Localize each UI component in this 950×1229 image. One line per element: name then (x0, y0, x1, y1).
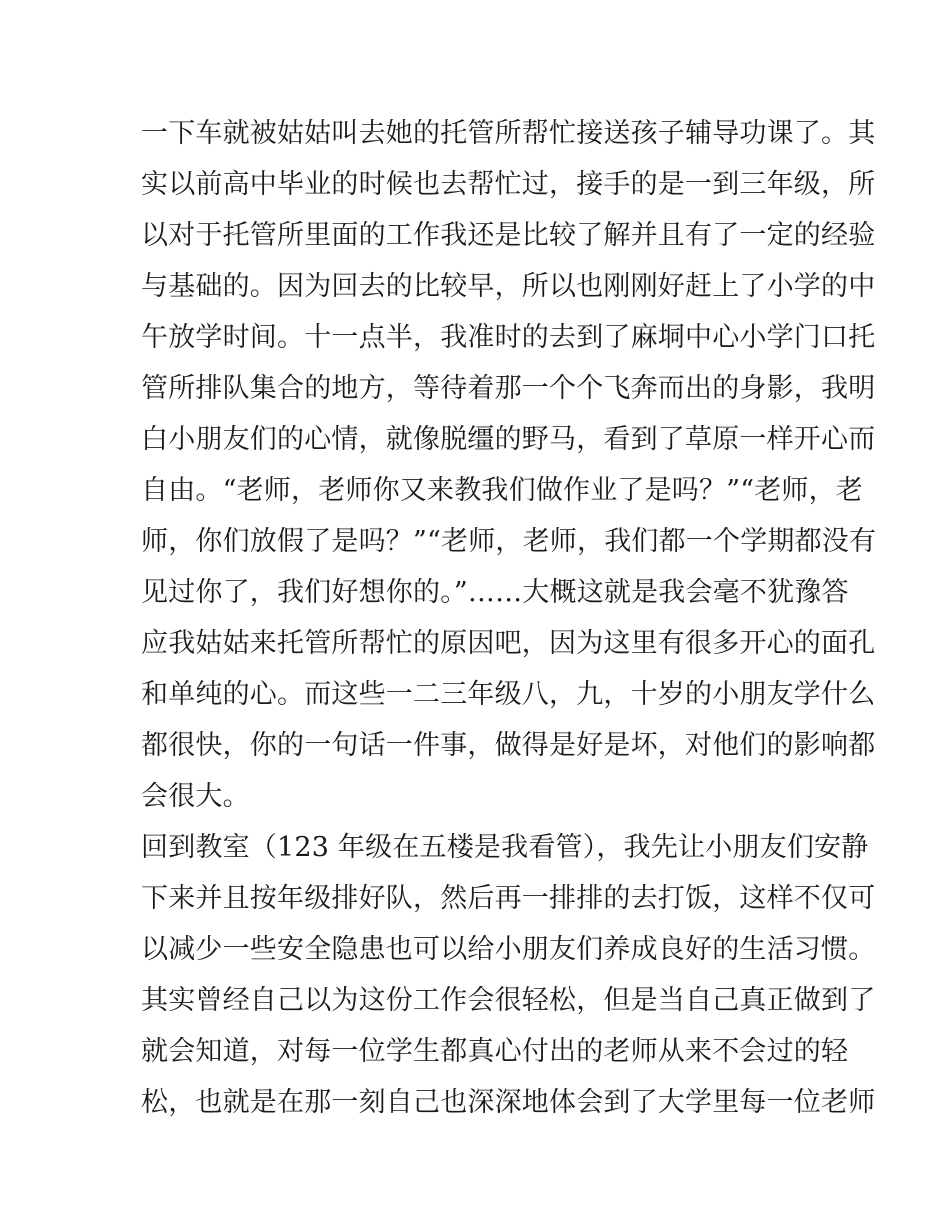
text-line: 就会知道，对每一位学生都真心付出的老师从来不会过的轻 (141, 1036, 849, 1067)
text-line: 和单纯的心。而这些一二三年级八，九，十岁的小朋友学什么 (141, 679, 876, 710)
body-text (141, 108, 877, 1128)
text-line: 会很大。 (141, 781, 250, 812)
text-line: 白小朋友们的心情，就像脱缰的野马，看到了草原一样开心而 (141, 424, 876, 455)
text-line: 一下车就被姑姑叫去她的托管所帮忙接送孩子辅导功课了。其 (141, 118, 876, 149)
text-line: 师，你们放假了是吗？”“老师，老师，我们都一个学期都没有 (141, 526, 877, 557)
text-line: 下来并且按年级排好队，然后再一排排的去打饭，这样不仅可 (141, 883, 876, 914)
text-line: 其实曾经自己以为这份工作会很轻松，但是当自己真正做到了 (141, 985, 876, 1016)
text-line: 以对于托管所里面的工作我还是比较了解并且有了一定的经验 (141, 220, 876, 251)
text-line: 实以前高中毕业的时候也去帮忙过，接手的是一到三年级，所 (141, 169, 876, 200)
text-line: 都很快，你的一句话一件事，做得是好是坏，对他们的影响都 (141, 730, 876, 761)
text-line: 松，也就是在那一刻自己也深深地体会到了大学里每一位老师 (141, 1087, 876, 1118)
text-line: 回到教室（123 年级在五楼是我看管），我先让小朋友们安静 (141, 832, 869, 863)
text-line: 管所排队集合的地方，等待着那一个个飞奔而出的身影，我明 (141, 373, 876, 404)
text-line: 应我姑姑来托管所帮忙的原因吧，因为这里有很多开心的面孔 (141, 628, 876, 659)
text-line: 与基础的。因为回去的比较早，所以也刚刚好赶上了小学的中 (141, 271, 876, 302)
text-line: 午放学时间。十一点半，我准时的去到了麻垌中心小学门口托 (141, 322, 876, 353)
text-line: 自由。“老师，老师你又来教我们做作业了是吗？”“老师，老 (141, 475, 864, 506)
text-line: 以减少一些安全隐患也可以给小朋友们养成良好的生活习惯。 (141, 934, 876, 965)
text-line: 见过你了，我们好想你的。”……大概这就是我会毫不犹豫答 (141, 577, 849, 608)
